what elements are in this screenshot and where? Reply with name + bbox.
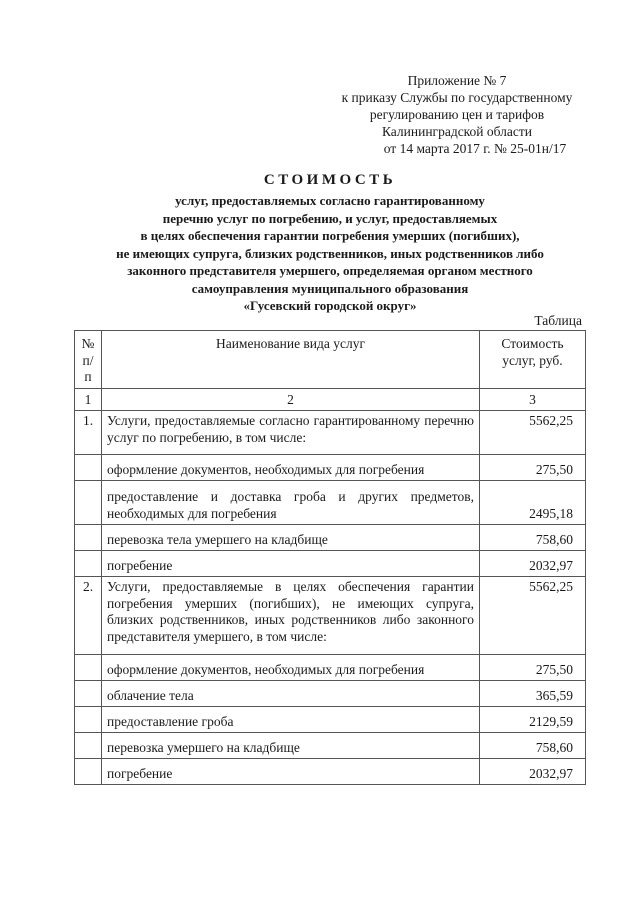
subtitle-line: «Гусевский городской округ» bbox=[243, 298, 417, 313]
table-caption: Таблица bbox=[534, 313, 582, 328]
service-cost: 5562,25 bbox=[480, 411, 586, 455]
service-name: оформление документов, необходимых для погребения bbox=[102, 655, 480, 681]
service-cost: 2032,97 bbox=[480, 759, 586, 785]
table-row bbox=[75, 759, 586, 785]
service-name: перевозка умершего на кладбище bbox=[102, 733, 480, 759]
service-cost: 2032,97 bbox=[480, 551, 586, 577]
service-cost: 758,60 bbox=[480, 733, 586, 759]
row-number: 2. bbox=[75, 577, 102, 655]
table-row bbox=[75, 707, 586, 733]
table-row bbox=[75, 551, 586, 577]
service-cost: 275,50 bbox=[480, 455, 586, 481]
document-subtitle bbox=[60, 192, 600, 315]
service-cost: 275,50 bbox=[480, 655, 586, 681]
service-name: Услуги, предоставляемые согласно гарантированному перечню услуг по погребению, в том числе: bbox=[102, 411, 480, 455]
subtitle-line: самоуправления муниципального образования bbox=[191, 280, 469, 296]
subtitle-line: услуг, предоставляемых согласно гарантированному bbox=[175, 193, 485, 208]
service-name: предоставление и доставка гроба и других предметов, необходимых для погребения bbox=[102, 481, 480, 525]
table-row bbox=[75, 411, 586, 455]
appendix-line: регулированию цен и тарифов bbox=[369, 107, 545, 122]
row-number bbox=[75, 707, 102, 733]
subtitle-line: в целях обеспечения гарантии погребения умерших (погибших), bbox=[140, 228, 520, 243]
table-row bbox=[75, 577, 586, 655]
row-number: 1. bbox=[75, 411, 102, 455]
service-name: погребение bbox=[102, 759, 480, 785]
service-name: погребение bbox=[102, 551, 480, 577]
header-num: № п/п bbox=[75, 331, 102, 389]
row-number bbox=[75, 681, 102, 707]
service-cost: 758,60 bbox=[480, 525, 586, 551]
row-number bbox=[75, 481, 102, 525]
service-name: оформление документов, необходимых для погребения bbox=[102, 455, 480, 481]
row-number bbox=[75, 655, 102, 681]
table-header-row bbox=[75, 331, 586, 389]
service-name: Услуги, предоставляемые в целях обеспечения гарантии погребения умерших (погибших), не имеющих супруга, близких родственников, иных родственников либо законного представителя умершего, в том числе: bbox=[102, 577, 480, 655]
index-cell: 1 bbox=[75, 388, 102, 411]
service-name: предоставление гроба bbox=[102, 707, 480, 733]
table-row bbox=[75, 733, 586, 759]
index-cell: 2 bbox=[102, 388, 480, 411]
index-cell: 3 bbox=[480, 388, 586, 411]
document-title: СТОИМОСТЬ bbox=[263, 172, 397, 188]
row-number bbox=[75, 551, 102, 577]
header-name: Наименование вида услуг bbox=[102, 331, 480, 389]
service-name: облачение тела bbox=[102, 681, 480, 707]
service-cost: 2495,18 bbox=[480, 481, 586, 525]
service-cost: 5562,25 bbox=[480, 577, 586, 655]
row-number bbox=[75, 759, 102, 785]
service-cost: 2129,59 bbox=[480, 707, 586, 733]
table-row bbox=[75, 481, 586, 525]
row-number bbox=[75, 733, 102, 759]
service-name: перевозка тела умершего на кладбище bbox=[102, 525, 480, 551]
table-row bbox=[75, 525, 586, 551]
table-row bbox=[75, 681, 586, 707]
appendix-line: Приложение № 7 bbox=[407, 73, 507, 88]
appendix-line: от 14 марта 2017 г. № 25-01н/17 bbox=[383, 141, 567, 156]
table-index-row bbox=[75, 388, 586, 411]
subtitle-line: не имеющих супруга, близких родственников, иных родственников либо bbox=[116, 245, 544, 261]
appendix-line: Калининградской области bbox=[381, 124, 533, 139]
subtitle-line: законного представителя умершего, определяемая органом местного bbox=[127, 263, 533, 278]
subtitle-line: перечню услуг по погребению, и услуг, предоставляемых bbox=[162, 210, 498, 226]
header-cost: Стоимость услуг, руб. bbox=[480, 331, 586, 389]
service-cost: 365,59 bbox=[480, 681, 586, 707]
row-number bbox=[75, 455, 102, 481]
table-row bbox=[75, 455, 586, 481]
services-cost-table bbox=[74, 330, 586, 785]
row-number bbox=[75, 525, 102, 551]
appendix-line: к приказу Службы по государственному bbox=[341, 90, 573, 105]
table-body bbox=[75, 411, 586, 785]
appendix-block bbox=[322, 72, 592, 157]
table-row bbox=[75, 655, 586, 681]
